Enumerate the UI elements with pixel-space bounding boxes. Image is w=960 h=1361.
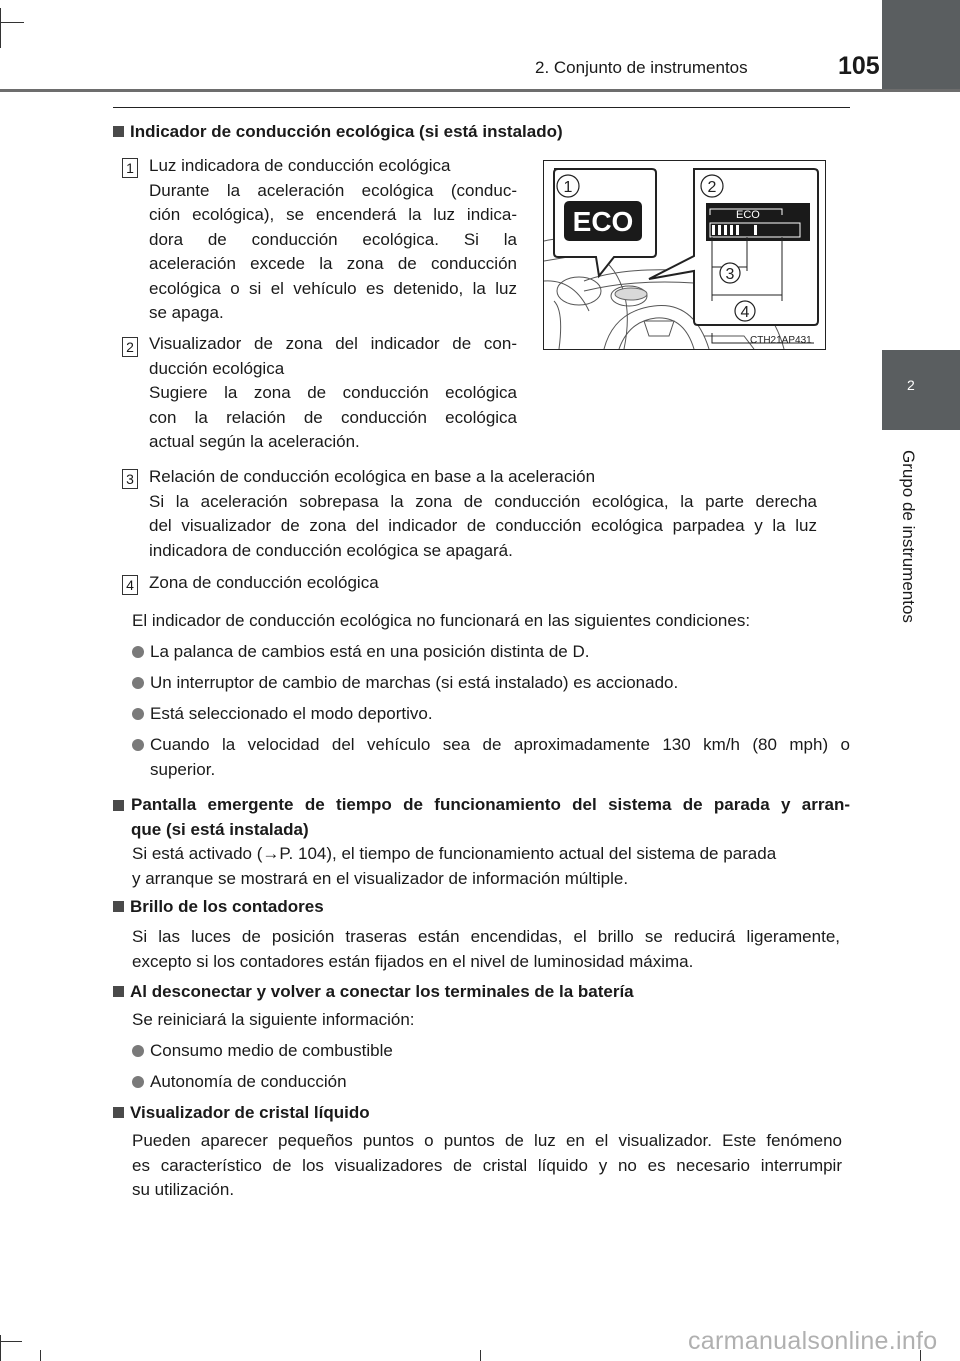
- bullet-icon: [132, 708, 144, 720]
- item-4-text: Zona de conducción ecológica: [149, 573, 379, 592]
- item-number-1: 1: [122, 158, 138, 178]
- popup-heading: Pantalla emergente de tiempo de funcionamiento del sistema de parada y arran- que (si está instalada): [131, 795, 850, 839]
- lcd-heading: Visualizador de cristal líquido: [113, 1101, 370, 1126]
- callout-1-label: 1: [563, 179, 573, 196]
- chapter-label: Grupo de instrumentos: [899, 450, 918, 623]
- brightness-body: Si las luces de posición traseras están encendidas, el brillo se reducirá ligeramente, excepto si los contadores están fijados en el nivel de luminosidad máxima.: [132, 927, 840, 971]
- battery-item: Autonomía de conducción: [150, 1072, 347, 1091]
- bullet-icon: [132, 1076, 144, 1088]
- callout-2-label: 2: [707, 179, 717, 196]
- bullet-icon: [132, 739, 144, 751]
- condition-item: La palanca de cambios está en una posición distinta de D.: [150, 642, 590, 661]
- square-bullet-icon: [113, 901, 124, 912]
- item-1-text: Luz indicadora de conducción ecológica Durante la aceleración ecológica (conduc- ción ecológica), se encenderá la luz indica- dora de conducción ecológica. Si la aceleración excede la zona de conducción ecológica o si el vehículo es detenido, la luz se apaga.: [149, 156, 517, 322]
- chapter-header-block: [882, 0, 960, 90]
- battery-item: Consumo medio de combustible: [150, 1041, 393, 1060]
- popup-body: Si está activado (→P. 104), el tiempo de funcionamiento actual del sistema de parada y arranque se mostrará en el visualizador de información múltiple.: [132, 844, 777, 888]
- page-number: 105: [838, 52, 880, 80]
- bullet-icon: [132, 1045, 144, 1057]
- bullet-icon: [132, 646, 144, 658]
- condition-item: Está seleccionado el modo deportivo.: [150, 704, 433, 723]
- condition-item: Cuando la velocidad del vehículo sea de aproximadamente 130 km/h (80 mph) o superior.: [150, 735, 850, 779]
- item-number-2: 2: [122, 337, 138, 357]
- conditions-intro: El indicador de conducción ecológica no funcionará en las siguientes condiciones:: [132, 611, 751, 630]
- eco-heading: Indicador de conducción ecológica (si está instalado): [113, 120, 563, 145]
- brightness-heading: Brillo de los contadores: [113, 895, 324, 920]
- item-number-3: 3: [122, 469, 138, 489]
- dashboard-illustration: [544, 161, 825, 349]
- battery-heading: Al desconectar y volver a conectar los terminales de la batería: [113, 980, 634, 1005]
- item-2-text: Visualizador de zona del indicador de con- ducción ecológica Sugiere la zona de conducción ecológica con la relación de conducción ecológica actual según la aceleración.: [149, 334, 517, 451]
- header-rule: [0, 89, 960, 92]
- callout-4-label: 4: [740, 304, 750, 321]
- eco-lamp-label: ECO: [572, 206, 634, 237]
- square-bullet-icon: [113, 126, 124, 137]
- eco-zone-label: ECO: [736, 209, 760, 221]
- watermark: carmanualsonline.info: [688, 1327, 938, 1355]
- bullet-icon: [132, 677, 144, 689]
- item-number-4: 4: [122, 575, 138, 595]
- square-bullet-icon: [113, 986, 124, 997]
- item-3-text: Relación de conducción ecológica en base a la aceleración Si la aceleración sobrepasa la zona de conducción ecológica, la parte derecha del visualizador de zona del indicador de conducción ecológica parpadea y la luz indicadora de conducción ecológica se apagará.: [149, 467, 817, 560]
- lcd-body: Pueden aparecer pequeños puntos o puntos de luz en el visualizador. Este fenómeno es característico de los visualizadores de cristal líquido y no es necesario interrumpir su utilización.: [132, 1131, 842, 1199]
- eco-indicator-figure: [543, 160, 826, 350]
- battery-intro: Se reiniciará la siguiente información:: [132, 1010, 415, 1029]
- square-bullet-icon: [113, 800, 124, 811]
- chapter-number: 2: [907, 377, 915, 393]
- condition-item: Un interruptor de cambio de marchas (si está instalado) es accionado.: [150, 673, 679, 692]
- callout-3-label: 3: [725, 266, 735, 283]
- section-title: 2. Conjunto de instrumentos: [535, 58, 748, 77]
- content-rule: [113, 107, 850, 108]
- square-bullet-icon: [113, 1107, 124, 1118]
- chapter-tab[interactable]: [882, 350, 960, 430]
- figure-code: CTH21AP431: [750, 335, 812, 346]
